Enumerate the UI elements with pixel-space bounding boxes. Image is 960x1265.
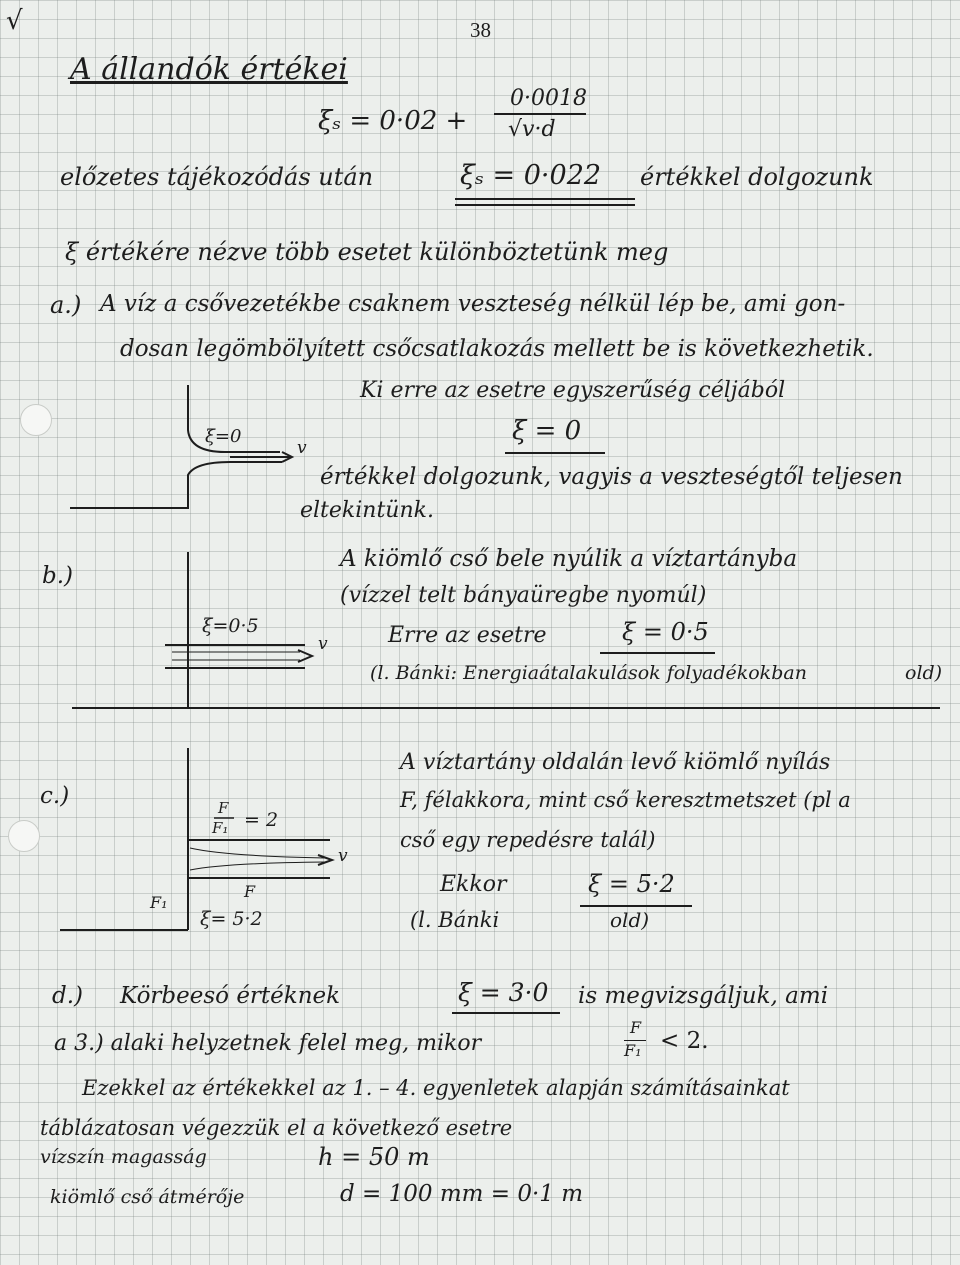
case-b-line4-end: old) bbox=[905, 662, 943, 684]
case-d-value: ξ = 3·0 bbox=[458, 978, 549, 1007]
case-d-ratio-den: F₁ bbox=[624, 1041, 642, 1060]
case-b-line1: A kiömlő cső bele nyúlik a víztartányba bbox=[340, 546, 798, 572]
case-c-value: ξ = 5·2 bbox=[588, 870, 675, 898]
closing-line2: táblázatosan végezzük el a következő esetre bbox=[40, 1116, 513, 1140]
case-c-wall bbox=[60, 748, 188, 930]
closing-row2-label: kiömlő cső átmérője bbox=[50, 1186, 245, 1208]
closing-row1-value: h = 50 m bbox=[318, 1143, 430, 1171]
case-b-line2: (vízzel telt bányaüregbe nyomúl) bbox=[340, 583, 707, 608]
case-a-value: ξ = 0 bbox=[512, 416, 582, 446]
case-c-line2: F, félakkora, mint cső keresztmetszet (pl a bbox=[400, 788, 851, 812]
case-b-line3: Erre az esetre bbox=[388, 623, 547, 648]
case-b-sketch-xi: ξ=0·5 bbox=[202, 615, 259, 637]
case-a-line3: Ki erre az esetre egyszerűség céljából bbox=[360, 378, 786, 403]
case-c-sketch-v: v bbox=[338, 846, 348, 866]
case-b-value: ξ = 0·5 bbox=[622, 618, 709, 646]
case-d-ratio-num: F bbox=[630, 1018, 642, 1037]
case-d-text1: Körbeesó értéknek bbox=[120, 983, 341, 1009]
case-c-line5: (l. Bánki bbox=[410, 908, 500, 932]
section-heading: A állandók értékei bbox=[70, 52, 348, 87]
case-a-line4: értékkel dolgozunk, vagyis a veszteségtől teljesen bbox=[320, 464, 903, 490]
case-c-sketch-F: F bbox=[244, 882, 256, 901]
formula-denominator: √v·d bbox=[508, 117, 556, 142]
case-c-sketch-F1: F₁ bbox=[150, 893, 168, 912]
closing-line1: Ezekkel az értékekkel az 1. – 4. egyenletek alapján számításainkat bbox=[82, 1076, 790, 1100]
case-a-label: a.) bbox=[50, 291, 82, 319]
prelim-suffix: értékkel dolgozunk bbox=[640, 163, 874, 191]
case-a-line5: eltekintünk. bbox=[300, 498, 434, 523]
case-c-label: c.) bbox=[40, 783, 70, 809]
case-c-sketch-ratio-val: = 2 bbox=[244, 809, 279, 831]
case-c-line1: A víztartány oldalán levő kiömlő nyílás bbox=[400, 750, 831, 775]
case-d-label: d.) bbox=[52, 983, 84, 1009]
case-a-sketch-xi: ξ=0 bbox=[205, 426, 242, 447]
closing-row1-label: vízszín magasság bbox=[40, 1146, 207, 1168]
formula-lhs: ξₛ = 0·02 + bbox=[318, 106, 468, 136]
case-b-sketch-v: v bbox=[318, 634, 328, 654]
page-number: 38 bbox=[470, 18, 491, 42]
case-d-ratio-rel: < 2. bbox=[660, 1028, 709, 1054]
prelim-result: ξₛ = 0·022 bbox=[460, 160, 602, 191]
prelim-text: előzetes tájékozódás után bbox=[60, 163, 374, 191]
case-d-value-underline bbox=[452, 1012, 560, 1014]
intro-text: ξ értékére nézve több esetet különböztetünk meg bbox=[65, 238, 669, 266]
case-c-flow-arrow bbox=[318, 855, 332, 865]
case-b-line4: (l. Bánki: Energiaátalakulások folyadékokban bbox=[370, 662, 807, 684]
case-a-line1: A víz a csővezetékbe csaknem veszteség nélkül lép be, ami gon- bbox=[100, 291, 846, 317]
formula-numerator: 0·0018 bbox=[510, 86, 587, 111]
case-c-line5-end: old) bbox=[610, 908, 650, 932]
case-a-sketch-v: v bbox=[297, 438, 307, 458]
case-c-line3: cső egy repedésre talál) bbox=[400, 828, 656, 852]
case-c-sketch-ratio-num: F bbox=[218, 799, 229, 817]
case-c-sketch-ratio-den: F₁ bbox=[212, 819, 229, 837]
case-d-text2: is megvizsgáljuk, ami bbox=[578, 983, 829, 1009]
case-a-line2: dosan legömbölyített csőcsatlakozás mellett be is következhetik. bbox=[120, 336, 874, 362]
case-c-jet bbox=[190, 848, 325, 870]
check-mark: √ bbox=[6, 6, 23, 36]
case-b-label: b.) bbox=[42, 563, 74, 589]
case-c-line4: Ekkor bbox=[440, 872, 507, 897]
case-c-sketch-xi: ξ= 5·2 bbox=[200, 908, 263, 930]
closing-row2-value: d = 100 mm = 0·1 m bbox=[340, 1181, 584, 1207]
case-d-line2: a 3.) alaki helyzetnek felel meg, mikor bbox=[54, 1031, 482, 1056]
